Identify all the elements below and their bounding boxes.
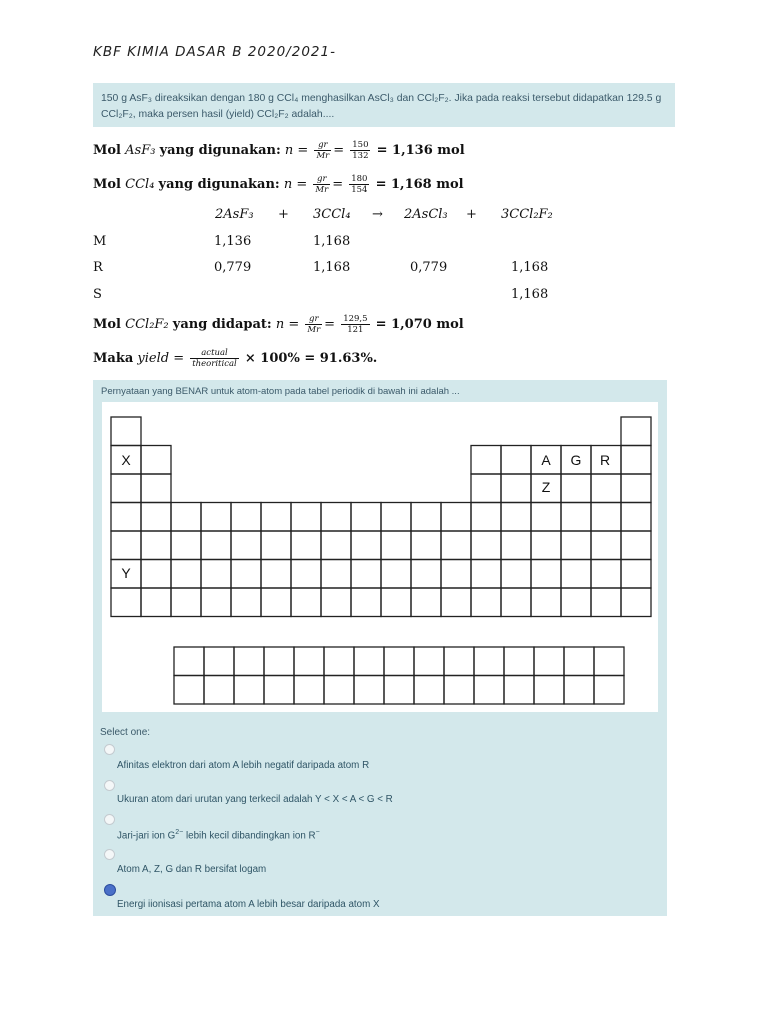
question-1-line1: 150 g AsF₃ direaksikan dengan 180 g CCl₄ menghasilkan AsCl₃ dan CCl₂F₂. Jika pada reaksi tersebut didapatkan 129.5 g xyxy=(101,93,662,104)
row-r-c4: 1,168 xyxy=(511,260,549,275)
pt-cell-p5-g1 xyxy=(111,531,141,560)
question-1-line2: CCl₂F₂, maka persen hasil (yield) CCl₂F₂ adalah.... xyxy=(101,109,335,120)
pt-cell-p3-g13 xyxy=(471,474,501,503)
row-r-c2: 1,168 xyxy=(313,260,351,275)
pt-cell-p5-g8 xyxy=(321,531,351,560)
option-3-label[interactable]: Jari-jari ion $G^{2-}$ lebih kecil dibandingkan ion R− xyxy=(117,829,320,842)
species: CCl₂F₂ xyxy=(125,317,169,332)
pt-fblock-r1-c12 xyxy=(504,647,534,676)
pt-fblock-r2-c11 xyxy=(474,676,504,705)
option-2-radio[interactable] xyxy=(104,780,115,791)
pt-cell-p7-g15 xyxy=(531,588,561,617)
pt-fblock-r2-c15 xyxy=(594,676,624,705)
pt-cell-p4-g4 xyxy=(201,503,231,532)
pt-fblock-r2-c13 xyxy=(534,676,564,705)
row-r-c1: 0,779 xyxy=(214,260,252,275)
pt-cell-p6-g14 xyxy=(501,560,531,589)
pt-cell-p5-g5 xyxy=(231,531,261,560)
mol-asf3-line: Mol AsF₃ yang digunakan: n = $\frac{gr}{Mr}$ = $\frac{150}{132}$ = 1,136 mol xyxy=(93,140,465,161)
pt-cell-p5-g4 xyxy=(201,531,231,560)
pt-fblock-r2-c1 xyxy=(174,676,204,705)
pt-cell-p6-g11 xyxy=(411,560,441,589)
mol-ccl4-line: Mol CCl₄ yang digunakan: n = $\frac{gr}{Mr}$ = $\frac{180}{154}$ = 1,168 mol xyxy=(93,174,464,195)
pt-fblock-r1-c9 xyxy=(414,647,444,676)
pt-cell-p7-g12 xyxy=(441,588,471,617)
mol-prefix: Mol xyxy=(93,143,121,158)
page-header-title: KBF KIMIA DASAR B 2020/2021- xyxy=(93,44,336,60)
pt-fblock-r2-c10 xyxy=(444,676,474,705)
mol-middle: yang digunakan: xyxy=(158,177,280,192)
pt-fblock-r2-c4 xyxy=(264,676,294,705)
pt-fblock-r2-c3 xyxy=(234,676,264,705)
pt-fblock-r1-c4 xyxy=(264,647,294,676)
option-5-label[interactable]: Energi iionisasi pertama atom A lebih besar daripada atom X xyxy=(117,899,380,910)
pt-cell-p5-g10 xyxy=(381,531,411,560)
pt-fblock-r2-c7 xyxy=(354,676,384,705)
cell-letter-a: A xyxy=(541,452,551,468)
fraction-gr-mr: $\frac{gr}{Mr}$ xyxy=(316,140,330,161)
pt-cell-p6-g9 xyxy=(351,560,381,589)
n-eq: n = xyxy=(283,177,308,192)
n-eq: n = xyxy=(284,143,309,158)
pt-cell-p7-g14 xyxy=(501,588,531,617)
pt-cell-p7-g17 xyxy=(591,588,621,617)
pt-cell-p2-g18 xyxy=(621,446,651,475)
pt-cell-p7-g9 xyxy=(351,588,381,617)
pt-cell-p6-g13 xyxy=(471,560,501,589)
yield-fraction: $\frac{\text{actual}}{\text{theoritical}}$ xyxy=(192,348,237,369)
cell-letter-x: X xyxy=(121,452,131,468)
eq-plus2: + xyxy=(466,207,477,222)
pt-cell-p6-g12 xyxy=(441,560,471,589)
row-m-c2: 1,168 xyxy=(313,234,351,249)
pt-fblock-r1-c11 xyxy=(474,647,504,676)
pt-cell-p4-g8 xyxy=(321,503,351,532)
pt-cell-p1-g18 xyxy=(621,417,651,446)
pt-cell-p4-g15 xyxy=(531,503,561,532)
cell-letter-r: R xyxy=(599,452,611,468)
pt-cell-p5-g3 xyxy=(171,531,201,560)
pt-cell-p5-g18 xyxy=(621,531,651,560)
pt-cell-p1-g1 xyxy=(111,417,141,446)
cell-letter-z: Z xyxy=(541,479,551,495)
eq-plus1: + xyxy=(278,207,289,222)
pt-cell-p5-g11 xyxy=(411,531,441,560)
pt-cell-p7-g7 xyxy=(291,588,321,617)
pt-cell-p6-g16 xyxy=(561,560,591,589)
fraction-gr-mr: $\frac{gr}{Mr}$ xyxy=(315,174,329,195)
pt-fblock-r1-c15 xyxy=(594,647,624,676)
yield-word: yield = xyxy=(137,351,185,366)
pt-fblock-r2-c6 xyxy=(324,676,354,705)
question-1-text xyxy=(93,83,675,123)
row-label-m: M xyxy=(93,234,107,249)
pt-cell-p7-g8 xyxy=(321,588,351,617)
pt-fblock-r1-c3 xyxy=(234,647,264,676)
option-1-radio[interactable] xyxy=(104,744,115,755)
pt-cell-p5-g14 xyxy=(501,531,531,560)
pt-cell-p4-g9 xyxy=(351,503,381,532)
pt-fblock-r2-c8 xyxy=(384,676,414,705)
n-eq: n = xyxy=(275,317,300,332)
pt-cell-p4-g7 xyxy=(291,503,321,532)
eq-r2: 3CCl₄ xyxy=(313,207,351,222)
pt-cell-p5-g16 xyxy=(561,531,591,560)
pt-cell-p4-g5 xyxy=(231,503,261,532)
option-1-label[interactable]: Afinitas elektron dari atom A lebih negatif daripada atom R xyxy=(117,760,370,771)
pt-cell-p5-g2 xyxy=(141,531,171,560)
pt-cell-p6-g8 xyxy=(321,560,351,589)
option-2-label[interactable]: Ukuran atom dari urutan yang terkecil adalah Y < X < A < G < R xyxy=(117,794,393,805)
pt-cell-p6-g18 xyxy=(621,560,651,589)
pt-cell-p4-g12 xyxy=(441,503,471,532)
row-label-s: S xyxy=(93,287,102,302)
pt-cell-p5-g7 xyxy=(291,531,321,560)
pt-cell-p7-g2 xyxy=(141,588,171,617)
pt-cell-p6-g7 xyxy=(291,560,321,589)
mol-prefix: Mol xyxy=(93,177,121,192)
pt-cell-p6-g17 xyxy=(591,560,621,589)
pt-cell-p7-g10 xyxy=(381,588,411,617)
fraction-gr-mr: $\frac{gr}{Mr}$ xyxy=(307,314,321,335)
pt-cell-p5-g17 xyxy=(591,531,621,560)
pt-cell-p4-g10 xyxy=(381,503,411,532)
pt-cell-p3-g16 xyxy=(561,474,591,503)
pt-cell-p7-g3 xyxy=(171,588,201,617)
eq-p2: 3CCl₂F₂ xyxy=(501,207,553,222)
pt-cell-p4-g6 xyxy=(261,503,291,532)
pt-cell-p4-g13 xyxy=(471,503,501,532)
pt-cell-p4-g17 xyxy=(591,503,621,532)
pt-cell-p6-g10 xyxy=(381,560,411,589)
pt-cell-p6-g2 xyxy=(141,560,171,589)
pt-cell-p6-g4 xyxy=(201,560,231,589)
pt-cell-p4-g2 xyxy=(141,503,171,532)
mol-result: = 1,070 mol xyxy=(375,317,464,332)
pt-cell-p4-g16 xyxy=(561,503,591,532)
question-1-box xyxy=(93,83,675,127)
cell-letter-y: Y xyxy=(121,565,131,581)
option-3-radio[interactable] xyxy=(104,814,115,825)
pt-cell-p3-g1 xyxy=(111,474,141,503)
pt-cell-p7-g16 xyxy=(561,588,591,617)
pt-cell-p4-g11 xyxy=(411,503,441,532)
pt-cell-p3-g18 xyxy=(621,474,651,503)
question-2-box xyxy=(93,380,667,916)
yield-result: × 100% = 91.63%. xyxy=(244,351,378,366)
mol-middle: yang digunakan: xyxy=(159,143,281,158)
pt-cell-p4-g1 xyxy=(111,503,141,532)
pt-cell-p6-g5 xyxy=(231,560,261,589)
periodic-table-grid xyxy=(102,402,658,712)
cell-letter-g: G xyxy=(570,452,582,468)
species: AsF₃ xyxy=(125,143,156,158)
pt-fblock-r1-c13 xyxy=(534,647,564,676)
pt-cell-p3-g14 xyxy=(501,474,531,503)
eq-arrow: → xyxy=(372,207,383,222)
question-2-prompt: Pernyataan yang BENAR untuk atom-atom pada tabel periodik di bawah ini adalah ... xyxy=(101,386,460,397)
mol-middle: yang didapat: xyxy=(172,317,272,332)
mol-ccl2f2-line: Mol CCl₂F₂ yang didapat: n = $\frac{gr}{Mr}$ = $\frac{129,5}{121}$ = 1,070 mol xyxy=(93,314,464,335)
option-4-radio[interactable] xyxy=(104,849,115,860)
fraction-values: $\frac{150}{132}$ xyxy=(352,140,369,161)
row-s-c4: 1,168 xyxy=(511,287,549,302)
periodic-table-image xyxy=(102,402,658,712)
pt-fblock-r2-c14 xyxy=(564,676,594,705)
select-one-label: Select one: xyxy=(100,727,151,738)
pt-cell-p2-g14 xyxy=(501,446,531,475)
pt-cell-p7-g4 xyxy=(201,588,231,617)
yield-prefix: Maka xyxy=(93,351,134,366)
pt-fblock-r2-c9 xyxy=(414,676,444,705)
fraction-values: $\frac{129,5}{121}$ xyxy=(343,314,368,335)
pt-cell-p4-g3 xyxy=(171,503,201,532)
pt-cell-p5-g9 xyxy=(351,531,381,560)
pt-cell-p6-g6 xyxy=(261,560,291,589)
pt-fblock-r2-c5 xyxy=(294,676,324,705)
pt-cell-p5-g6 xyxy=(261,531,291,560)
pt-fblock-r1-c2 xyxy=(204,647,234,676)
pt-cell-p4-g14 xyxy=(501,503,531,532)
mol-result: = 1,136 mol xyxy=(376,143,465,158)
pt-cell-p7-g11 xyxy=(411,588,441,617)
species: CCl₄ xyxy=(125,177,155,192)
option-5-radio-selected[interactable] xyxy=(104,884,116,896)
pt-fblock-r1-c1 xyxy=(174,647,204,676)
pt-cell-p3-g17 xyxy=(591,474,621,503)
pt-fblock-r1-c5 xyxy=(294,647,324,676)
option-4-label[interactable]: Atom A, Z, G dan R bersifat logam xyxy=(117,864,267,875)
pt-cell-p7-g18 xyxy=(621,588,651,617)
pt-cell-p2-g2 xyxy=(141,446,171,475)
pt-fblock-r1-c10 xyxy=(444,647,474,676)
pt-cell-p2-g13 xyxy=(471,446,501,475)
pt-cell-p6-g3 xyxy=(171,560,201,589)
row-m-c1: 1,136 xyxy=(214,234,252,249)
pt-cell-p5-g13 xyxy=(471,531,501,560)
pt-cell-p5-g12 xyxy=(441,531,471,560)
pt-fblock-r1-c8 xyxy=(384,647,414,676)
mol-result: = 1,168 mol xyxy=(375,177,464,192)
pt-fblock-r1-c6 xyxy=(324,647,354,676)
pt-cell-p3-g2 xyxy=(141,474,171,503)
pt-cell-p7-g5 xyxy=(231,588,261,617)
pt-fblock-r1-c14 xyxy=(564,647,594,676)
pt-fblock-r2-c2 xyxy=(204,676,234,705)
row-label-r: R xyxy=(93,260,103,275)
pt-cell-p5-g15 xyxy=(531,531,561,560)
pt-cell-p7-g13 xyxy=(471,588,501,617)
pt-cell-p6-g15 xyxy=(531,560,561,589)
fraction-values: $\frac{180}{154}$ xyxy=(351,174,368,195)
eq-r1: 2AsF₃ xyxy=(215,207,254,222)
pt-fblock-r2-c12 xyxy=(504,676,534,705)
pt-cell-p7-g6 xyxy=(261,588,291,617)
pt-cell-p7-g1 xyxy=(111,588,141,617)
pt-fblock-r1-c7 xyxy=(354,647,384,676)
yield-line xyxy=(93,348,377,369)
pt-cell-p4-g18 xyxy=(621,503,651,532)
row-r-c3: 0,779 xyxy=(410,260,448,275)
eq-p1: 2AsCl₃ xyxy=(404,207,448,222)
mol-prefix: Mol xyxy=(93,317,121,332)
